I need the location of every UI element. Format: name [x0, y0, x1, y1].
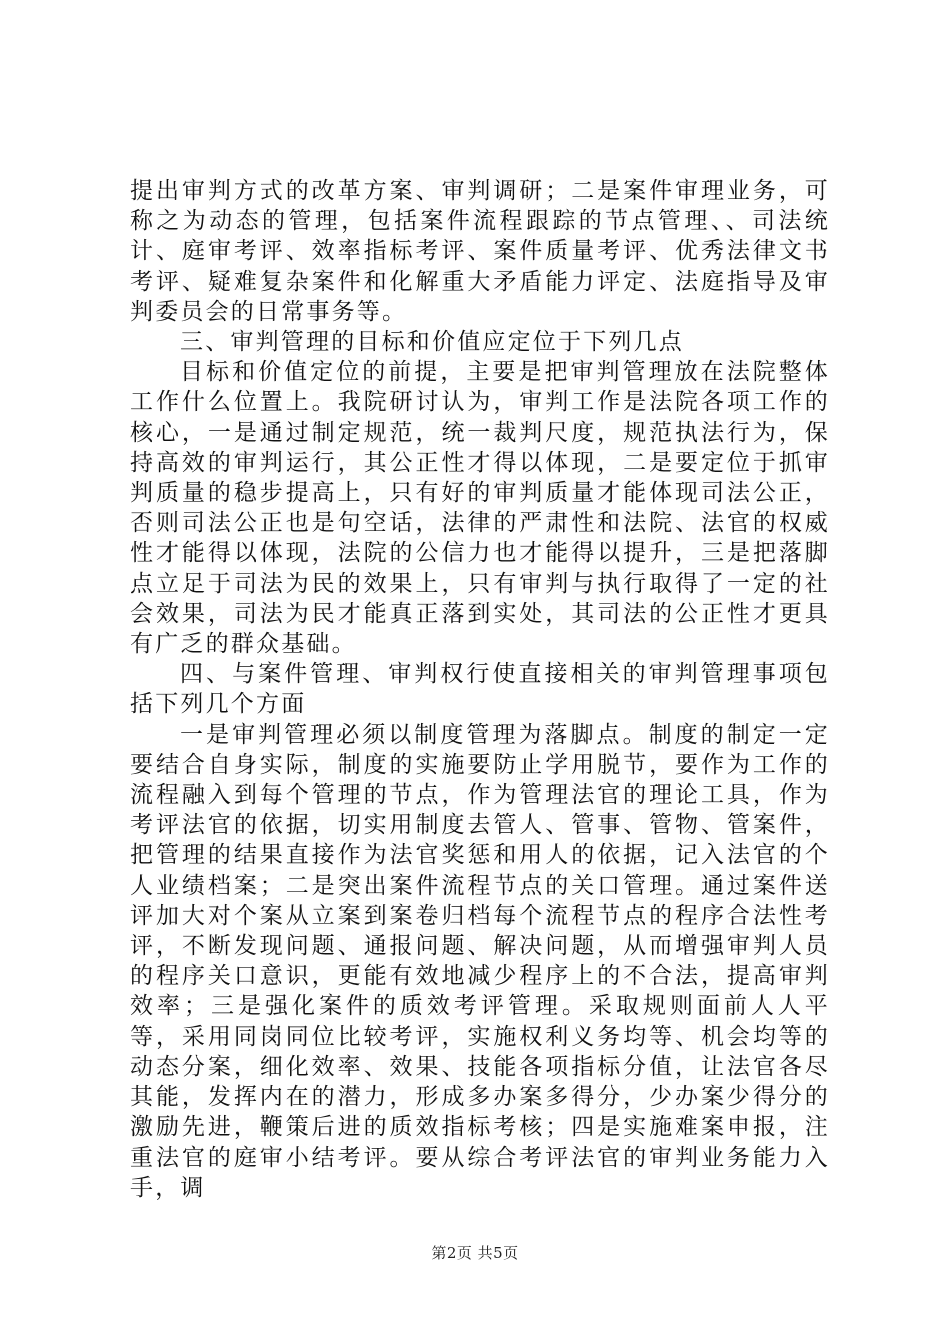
section-heading-four: 四、与案件管理、审判权行使直接相关的审判管理事项包括下列几个方面 [130, 661, 830, 718]
page-footer [0, 1242, 950, 1263]
section-heading-three: 三、审判管理的目标和价值应定位于下列几点 [180, 329, 684, 356]
paragraph-management-items: 一是审判管理必须以制度管理为落脚点。制度的制定一定要结合自身实际，制度的实施要防止学用脱节，要作为工作的流程融入到每个管理的节点，作为管理法官的理论工具，作为考评法官的依据，切实用制度去管人、管事、管物、管案件，把管理的结果直接作为法官奖惩和用人的依据，记入法官的个人业绩档案；二是突出案件流程节点的关口管理。通过案件送评加大对个案从立案到案卷归档每个流程节点的程序合法性考评，不断发现问题、通报问题、解决问题，从而增强审判人员的程序关口意识，更能有效地减少程序上的不合法，提高审判效率；三是强化案件的质效考评管理。采取规则面前人人平等，采用同岗同位比较考评，实施权利义务均等、机会均等的动态分案，细化效率、效果、技能各项指标分值，让法官各尽其能，发挥内在的潜力，形成多办案多得分，少办案少得分的激励先进，鞭策后进的质效指标考核；四是实施难案申报，注重法官的庭审小结考评。要从综合考评法官的审判业务能力入手，调 [130, 721, 830, 1201]
paragraph-goals-values: 目标和价值定位的前提，主要是把审判管理放在法院整体工作什么位置上。我院研讨认为，审判工作是法院各项工作的核心，一是通过制定规范，统一裁判尺度，规范执法行为，保持高效的审判运行，其公正性才得以体现，二是要定位于抓审判质量的稳步提高上，只有好的审判质量才能体现司法公正，否则司法公正也是句空话，法律的严肃性和法院、法官的权威性才能得以体现，法院的公信力也才能得以提升，三是把落脚点立足于司法为民的效果上，只有审判与执行取得了一定的社会效果，司法为民才能真正落到实处，其司法的公正性才更具有广乏的群众基础。 [130, 359, 830, 658]
document-body [130, 176, 830, 1203]
page-number-label: 第2页 共5页 [431, 1244, 519, 1262]
paragraph-continuation: 提出审判方式的改革方案、审判调研；二是案件审理业务，可称之为动态的管理，包括案件流程跟踪的节点管理、、司法统计、庭审考评、效率指标考评、案件质量考评、优秀法律文书考评、疑难复杂案件和化解重大矛盾能力评定、法庭指导及审判委员会的日常事务等。 [130, 178, 830, 325]
